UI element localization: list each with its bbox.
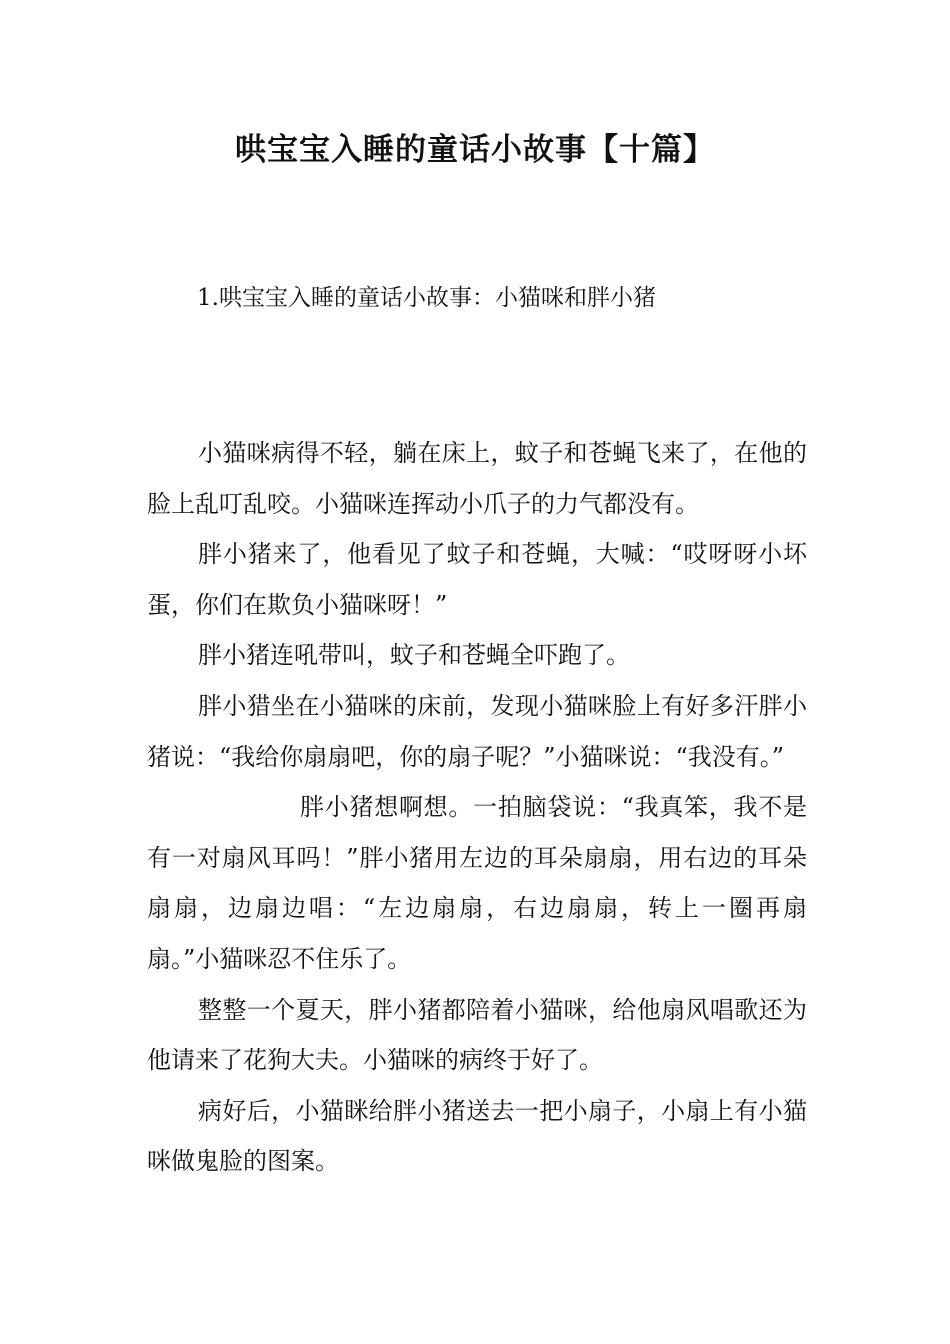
section-heading: 1.哄宝宝入睡的童话小故事：小猫咪和胖小猪 xyxy=(197,285,656,311)
story-paragraph: 胖小猪连吼带叫，蚊子和苍蝇全吓跑了。 xyxy=(198,641,630,670)
story-paragraph: 整整一个夏天，胖小猪都陪着小猫咪，给他扇风唱歌还为他请来了花狗大夫。小猫咪的病终于好了。 xyxy=(147,995,807,1075)
document-title: 哄宝宝入睡的童话小故事【十篇】 xyxy=(235,132,715,168)
story-paragraph: 胖小猪来了，他看见了蚊子和苍蝇，大喊：“哎呀呀小坏蛋，你们在欺负小猫咪呀！” xyxy=(147,540,807,619)
story-paragraph: 胖小猪想啊想。一拍脑袋说：“我真笨，我不是有一对扇风耳吗！”胖小猪用左边的耳朵扇扇，用右边的耳朵扇扇，边扇边唱：“左边扇扇，右边扇扇，转上一圈再扇扇。”小猫咪忍不住乐了。 xyxy=(147,793,807,973)
story-body xyxy=(147,428,807,1187)
story-paragraph: 胖小猎坐在小猫咪的床前，发现小猫咪脸上有好多汗胖小猪说：“我给你扇扇吧，你的扇子呢？”小猫咪说：“我没有。” xyxy=(147,691,807,771)
story-paragraph: 小猫咪病得不轻，躺在床上，蚊子和苍蝇飞来了，在他的脸上乱叮乱咬。小猫咪连挥动小爪子的力气都没有。 xyxy=(147,439,807,518)
story-paragraph: 病好后，小猫眯给胖小猪送去一把小扇子，小扇上有小猫咪做鬼脸的图案。 xyxy=(147,1096,807,1176)
